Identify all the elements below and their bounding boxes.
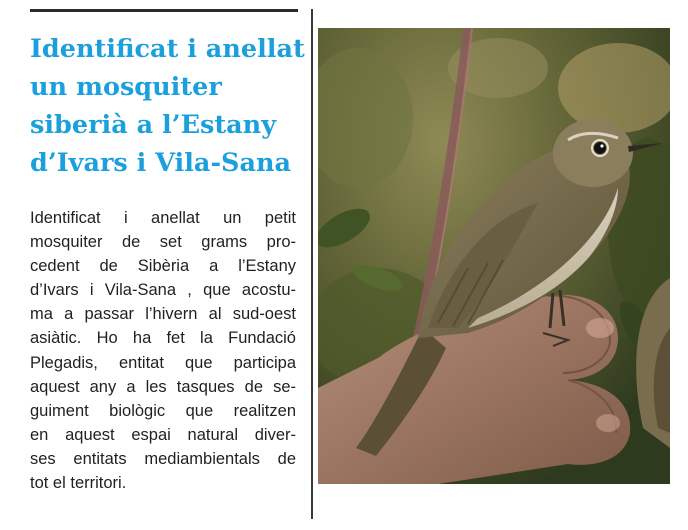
body-line: cedent de Sibèria a l’Estany: [30, 257, 296, 276]
body-line: en aquest espai natural diver-: [30, 425, 296, 444]
headline-line: un mosquiter: [30, 72, 222, 102]
column-divider: [311, 9, 313, 519]
top-rule: [30, 9, 298, 12]
article-headline: [30, 30, 305, 182]
body-line: asiàtic. Ho ha fet la Fundació: [30, 329, 296, 348]
body-line: guiment biològic que realitzen: [30, 401, 296, 420]
body-line: tot el territori.: [30, 474, 127, 493]
chiffchaff-in-hand-illustration: [318, 28, 670, 484]
body-line: ses entitats mediambientals de: [30, 449, 296, 468]
body-line: mosquiter de set grams pro-: [30, 233, 296, 252]
body-line: ma a passar l’hivern al sud-oest: [30, 305, 296, 324]
body-line: d’Ivars i Vila-Sana , que acostu-: [30, 281, 296, 300]
bird-photo: [318, 28, 670, 484]
body-line: Plegadis, entitat que participa: [30, 353, 296, 372]
headline-line: Identificat i anellat: [30, 34, 305, 64]
headline-line: d’Ivars i Vila-Sana: [30, 148, 292, 178]
body-line: Identificat i anellat un petit: [30, 209, 296, 227]
body-line: aquest any a les tasques de se-: [30, 377, 296, 396]
headline-line: siberià a l’Estany: [30, 110, 277, 140]
article-body: [30, 206, 296, 495]
